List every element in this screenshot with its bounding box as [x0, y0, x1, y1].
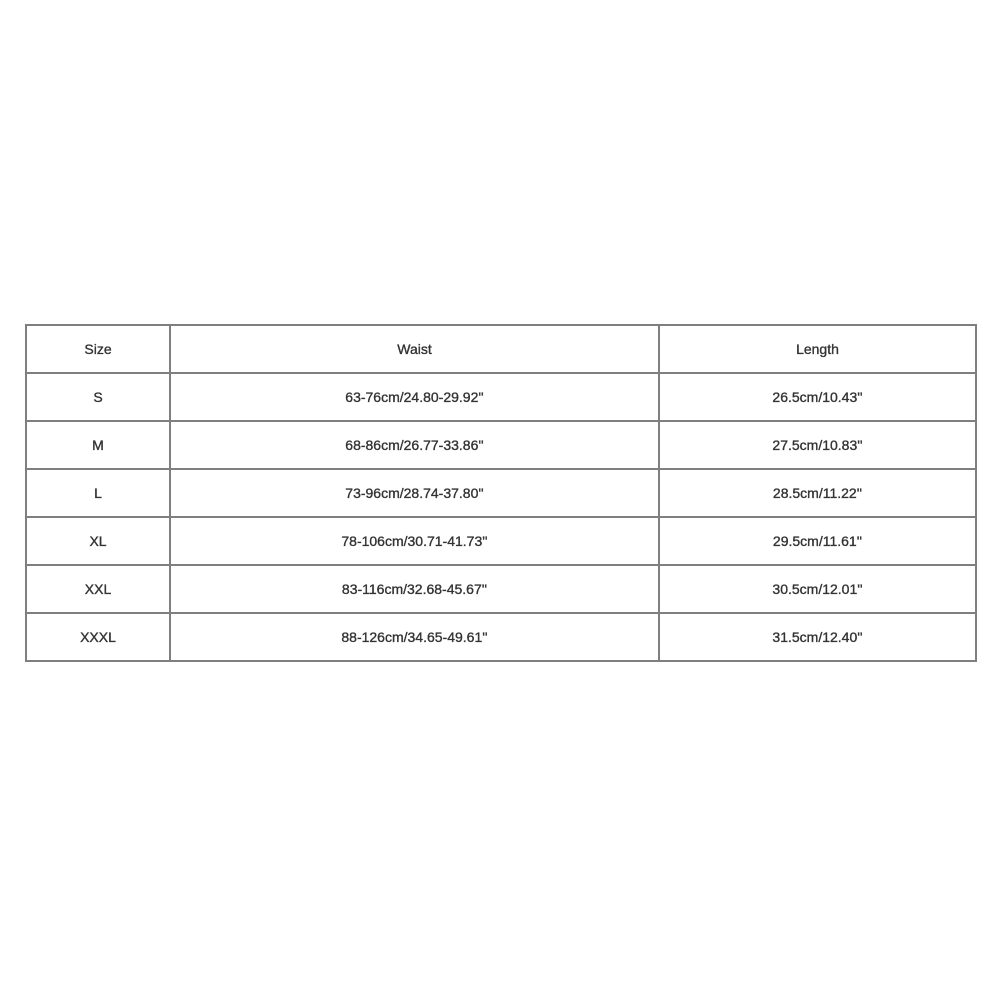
header-size: Size — [26, 325, 170, 373]
size-table — [25, 324, 977, 662]
cell-waist: 68-86cm/26.77-33.86'' — [170, 421, 659, 469]
cell-size: XXL — [26, 565, 170, 613]
cell-waist: 83-116cm/32.68-45.67'' — [170, 565, 659, 613]
cell-size: S — [26, 373, 170, 421]
cell-waist: 73-96cm/28.74-37.80'' — [170, 469, 659, 517]
header-waist: Waist — [170, 325, 659, 373]
cell-waist: 78-106cm/30.71-41.73'' — [170, 517, 659, 565]
cell-waist: 63-76cm/24.80-29.92'' — [170, 373, 659, 421]
table-row — [26, 373, 976, 421]
cell-length: 27.5cm/10.83'' — [659, 421, 976, 469]
table-row — [26, 517, 976, 565]
size-chart — [25, 324, 975, 662]
table-row — [26, 565, 976, 613]
cell-length: 28.5cm/11.22'' — [659, 469, 976, 517]
cell-length: 31.5cm/12.40'' — [659, 613, 976, 661]
cell-length: 26.5cm/10.43'' — [659, 373, 976, 421]
cell-size: XL — [26, 517, 170, 565]
cell-length: 30.5cm/12.01'' — [659, 565, 976, 613]
table-row — [26, 469, 976, 517]
cell-waist: 88-126cm/34.65-49.61'' — [170, 613, 659, 661]
table-row — [26, 421, 976, 469]
cell-length: 29.5cm/11.61'' — [659, 517, 976, 565]
cell-size: L — [26, 469, 170, 517]
table-row — [26, 613, 976, 661]
table-header-row — [26, 325, 976, 373]
cell-size: M — [26, 421, 170, 469]
cell-size: XXXL — [26, 613, 170, 661]
header-length: Length — [659, 325, 976, 373]
